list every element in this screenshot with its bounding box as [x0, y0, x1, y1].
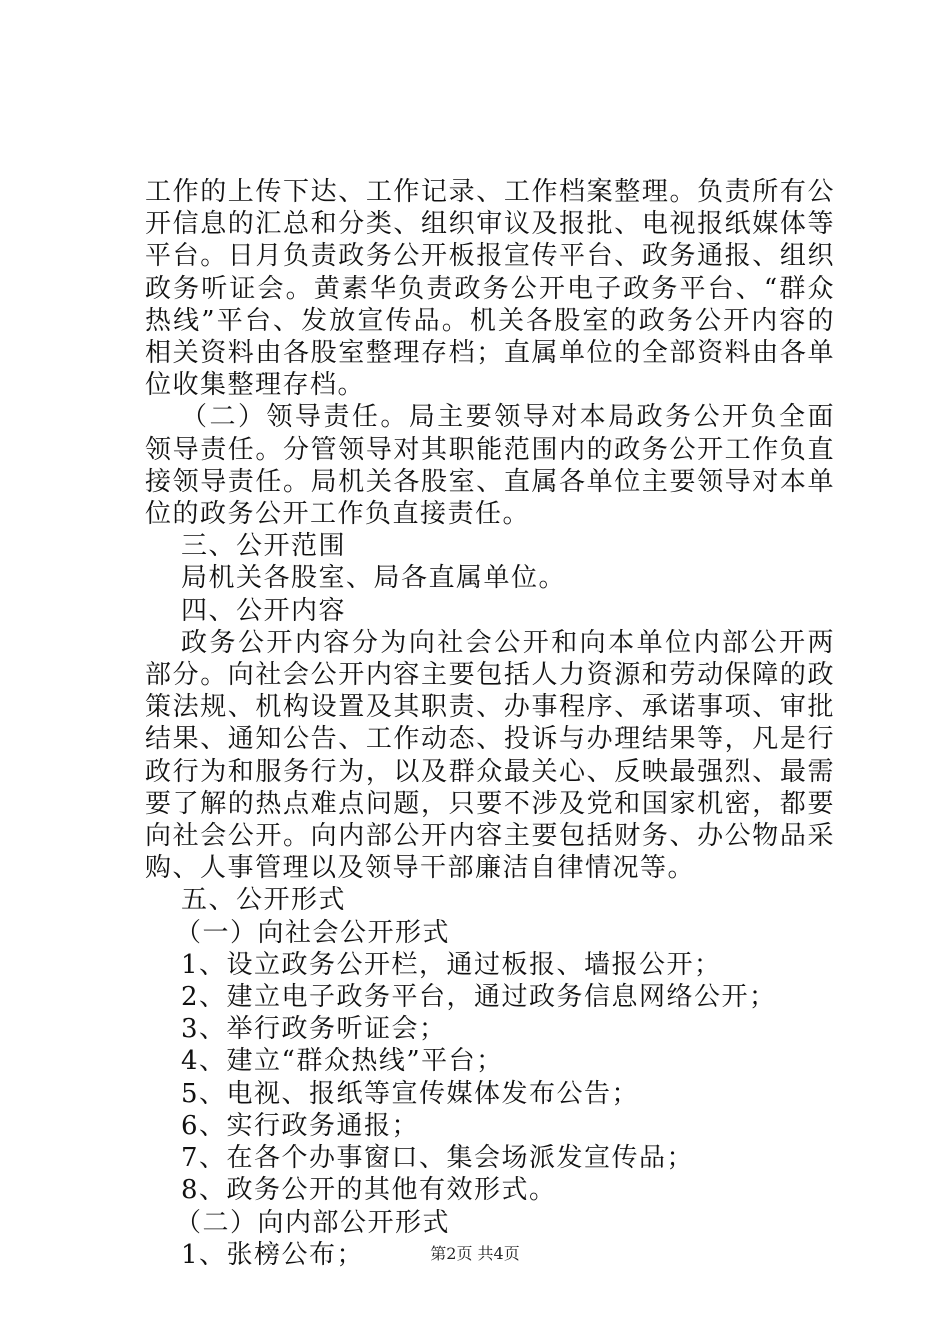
list-item: 2、建立电子政务平台，通过政务信息网络公开； — [181, 982, 777, 1013]
list-item: 3、举行政务听证会； — [181, 1014, 447, 1045]
paragraph-content: 政务公开内容分为向社会公开和向本单位内部公开两部分。向社会公开内容主要包括人力资源和劳动保障的政策法规、机构设置及其职责、办事程序、承诺事项、审批结果、通知公告、工作动态、投诉与办理结果等，凡是行政行为和服务行为，以及群众最关心、反映最强烈、最需要了解的热点难点问题，只要不涉及党和国家机密，都要向社会公开。向内部公开内容主要包括财务、办公物品采购、人事管理以及领导干部廉洁自律情况等。 — [145, 627, 835, 884]
paragraph-scope: 局机关各股室、局各直属单位。 — [181, 563, 567, 594]
list-item: 8、政务公开的其他有效形式。 — [181, 1175, 557, 1206]
section-heading-scope: 三、公开范围 — [181, 531, 347, 562]
list-item: 4、建立“群众热线”平台； — [181, 1046, 504, 1077]
subheading-public-forms: （一）向社会公开形式 — [175, 917, 451, 948]
paragraph-continuation: 工作的上传下达、工作记录、工作档案整理。负责所有公开信息的汇总和分类、组织审议及报批、电视报纸媒体等平台。日月负责政务公开板报宣传平台、政务通报、组织政务听证会。黄素华负责政务公开电子政务平台、“群众热线”平台、发放宣传品。机关各股室的政务公开内容的相关资料由各股室整理存档；直属单位的全部资料由各单位收集整理存档。 — [145, 177, 835, 401]
list-item: 6、实行政务通报； — [181, 1110, 420, 1141]
subheading-internal-forms: （二）向内部公开形式 — [175, 1207, 451, 1238]
paragraph-leadership-responsibility: （二）领导责任。局主要领导对本局政务公开负全面领导责任。分管领导对其职能范围内的政务公开工作负直接领导责任。局机关各股室、直属各单位主要领导对本单位的政务公开工作负直接责任。 — [145, 402, 835, 530]
list-item: 1、设立政务公开栏，通过板报、墙报公开； — [181, 949, 722, 980]
list-item: 5、电视、报纸等宣传媒体发布公告； — [181, 1078, 640, 1109]
list-item: 7、在各个办事窗口、集会场派发宣传品； — [181, 1143, 695, 1174]
page-number-footer: 第2页 共4页 — [430, 1244, 520, 1263]
list-item: 1、张榜公布； — [181, 1239, 365, 1270]
document-body — [145, 176, 835, 1271]
section-heading-forms: 五、公开形式 — [181, 885, 347, 916]
section-heading-content: 四、公开内容 — [181, 595, 347, 626]
